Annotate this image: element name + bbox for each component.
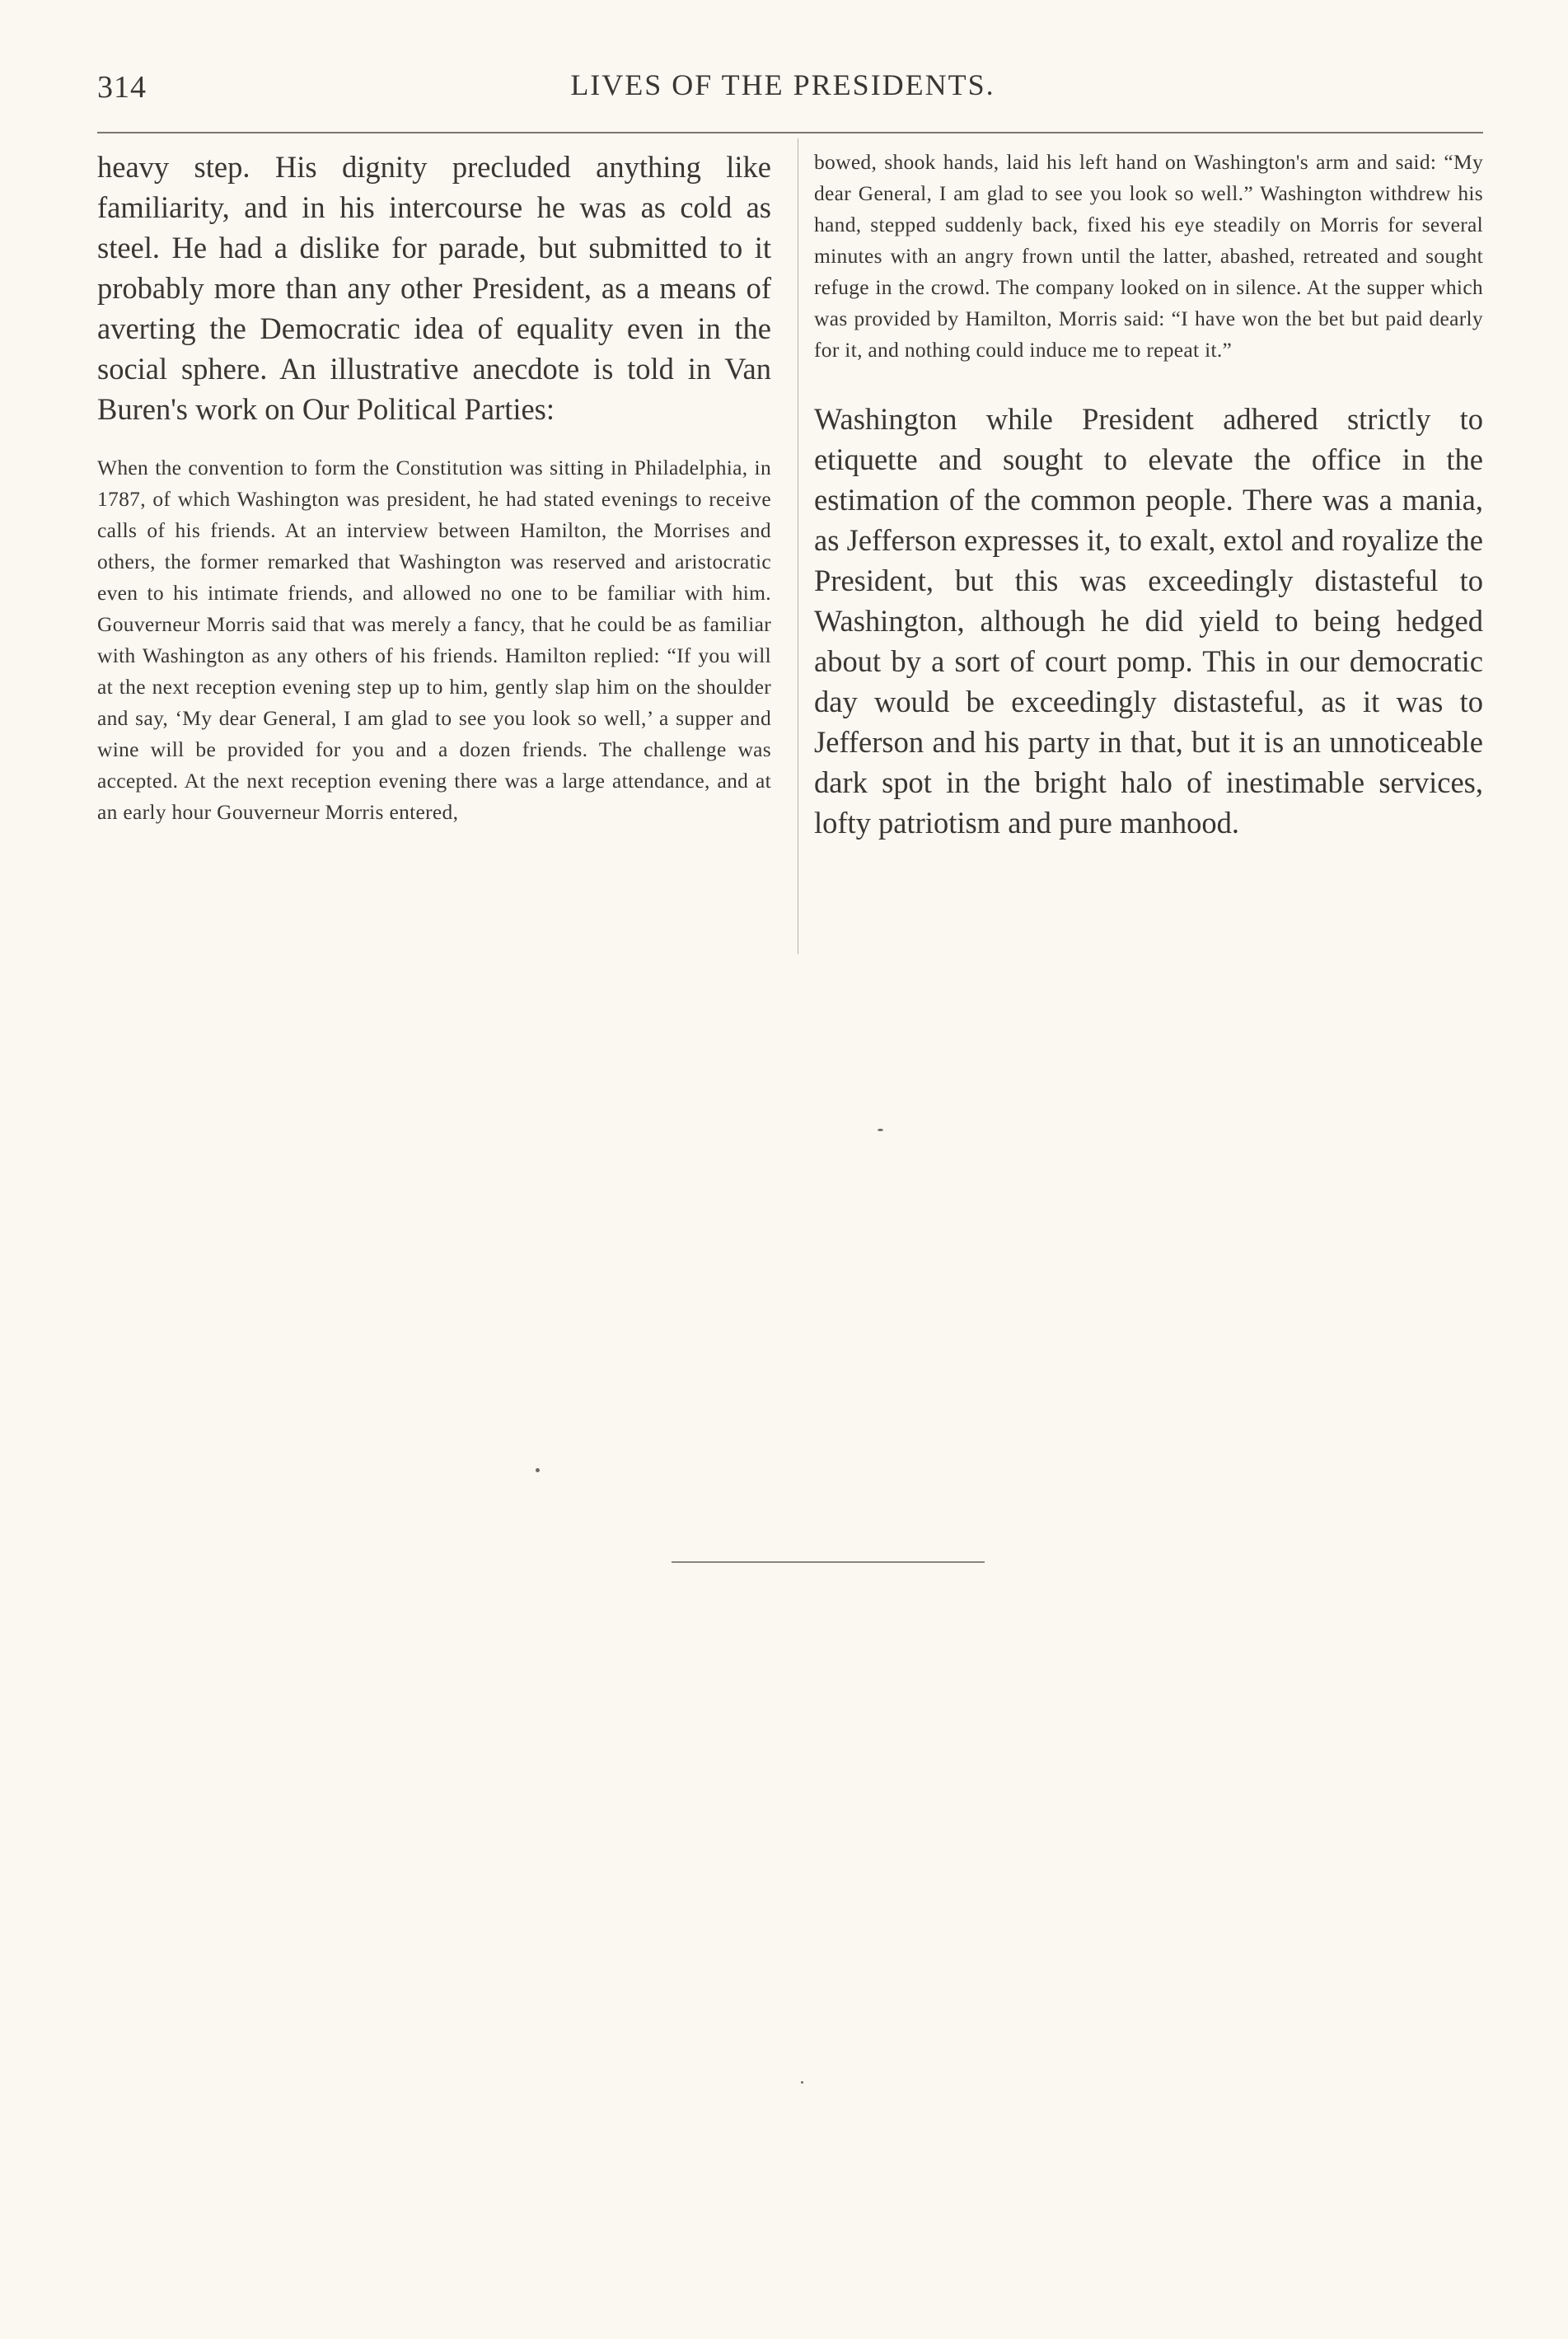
anecdote-quote-continued: bowed, shook hands, laid his left hand on Washington's arm and said: “My dear General, I am glad to see you look so well.” Washington withdrew his hand, stepped suddenly back, fixed his eye steadily on Morris for several minutes with an angry frown until the latter, abashed, retreated and sought refuge in the crowd. The company looked on in silence. At the supper which was provided by Hamilton, Morris said: “I have won the bet but paid dearly for it, and nothing could induce me to repeat it.” [814,150,1483,362]
closing-rule [672,1561,985,1563]
running-head: LIVES OF THE PRESIDENTS. [570,68,995,101]
anecdote-quote: When the convention to form the Constitution was sitting in Philadelphia, in 1787, of which Washington was president, he had stated evenings to receive calls of his friends. At an interview between Hamilton, the Morrises and others, the former remarked that Washington was reserved and aristocratic even to his intimate friends, and allowed no one to be familiar with him. Gouverneur Morris said that was merely a fancy, that he could be as familiar with Washington as any others of his friends. Hamilton replied: “If you will at the next reception evening step up to him, gently slap him on the shoulder and say, ‘My dear General, I am glad to see you look so well,’ a supper and wine will be provided for you and a dozen friends. The challenge was accepted. At the next reception evening there was a large attendance, and at an early hour Gouverneur Morris entered, [97,456,771,824]
body-paragraph: heavy step. His dignity precluded anything like familiarity, and in his intercourse he was as cold as steel. He had a dislike for parade, but submitted to it probably more than any other President, as a means of averting the Democratic idea of equality even in the social sphere. An illustrative anecdote is told in Van Buren's work on Our Political Parties: [97,150,771,426]
header-rule [97,132,1483,133]
page-speck [801,2081,803,2084]
right-column [814,147,1483,843]
page-speck [878,1129,883,1131]
page-speck [536,1468,540,1472]
page-number: 314 [97,70,147,105]
body-paragraph: Washington while President adhered strictly to etiquette and sought to elevate the office in the estimation of the common people. There was a mania, as Jefferson expresses it, to exalt, extol and royalize the President, but this was exceedingly distasteful to Washington, although he did yield to being hedged about by a sort of court pomp. This in our democratic day would be exceedingly distasteful, as it was to Jefferson and his party in that, but it is an unnoticeable dark spot in the bright halo of inestimable services, lofty patriotism and pure manhood. [814,402,1483,840]
left-column [97,147,771,828]
